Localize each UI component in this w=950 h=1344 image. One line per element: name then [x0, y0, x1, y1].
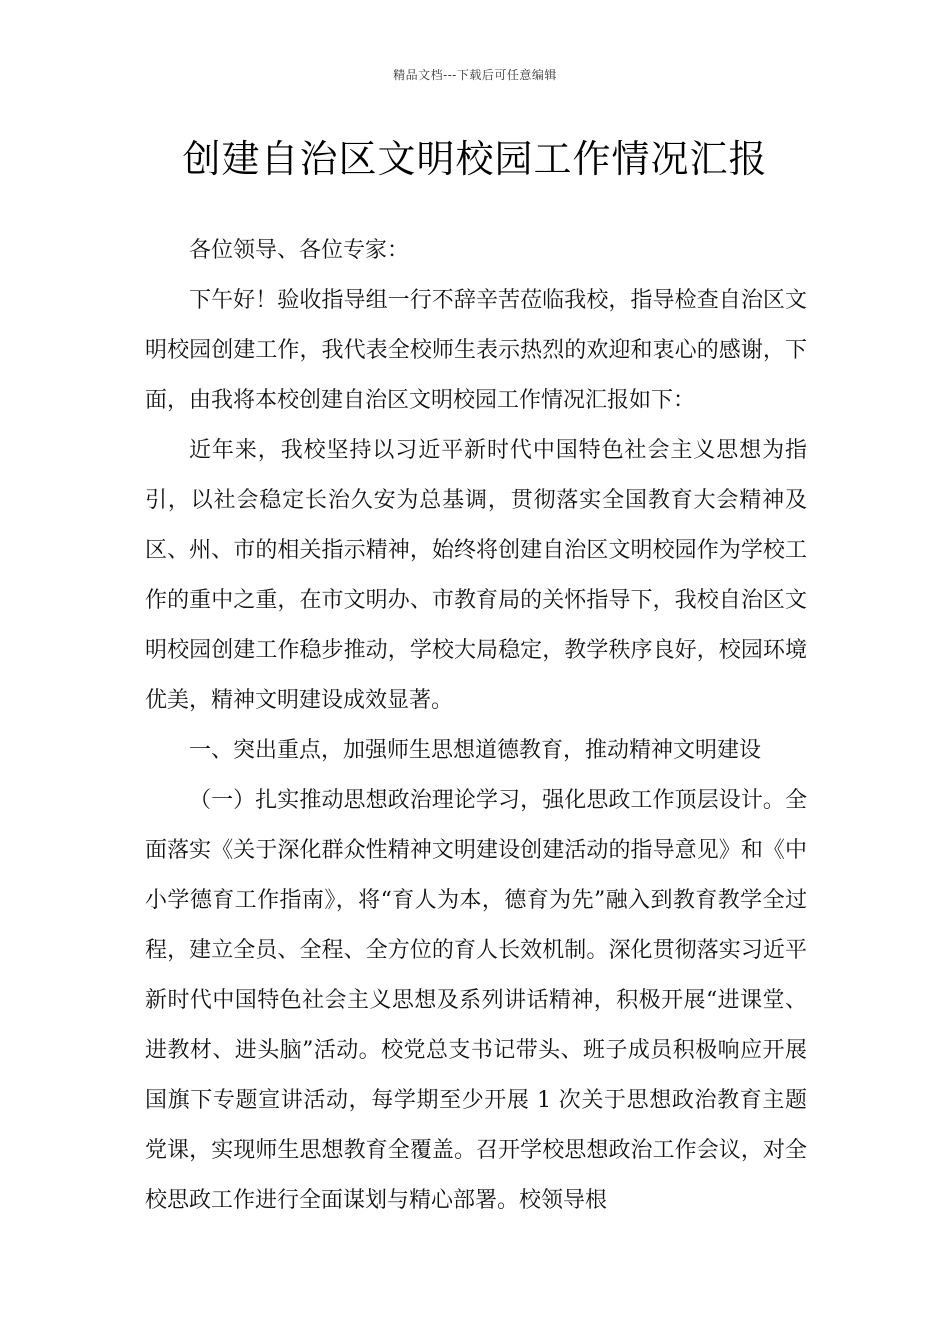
page-title: 创建自治区文明校园工作情况汇报: [182, 137, 768, 181]
paragraph-overview: 近年来，我校坚持以习近平新时代中国特色社会主义思想为指引，以社会稳定长治久安为总基调，贯彻落实全国教育大会精神及区、州、市的相关指示精神，始终将创建自治区文明校园作为学校工作的重中之重，在市文明办、市教育局的关怀指导下，我校自治区文明校园创建工作稳步推动，学校大局稳定，教学秩序良好，校园环境优美，精神文明建设成效显著。: [145, 438, 807, 713]
header-note: 精品文档---下载后可任意编辑: [393, 68, 557, 82]
paragraph-greeting: 下午好！验收指导组一行不辞辛苦莅临我校，指导检查自治区文明校园创建工作，我代表全校师生表示热烈的欢迎和衷心的感谢，下面，由我将本校创建自治区文明校园工作情况汇报如下：: [145, 288, 807, 413]
salutation: 各位领导、各位专家：: [189, 238, 410, 263]
section-heading-1: 一、突出重点，加强师生思想道德教育，推动精神文明建设: [189, 738, 762, 763]
document-body: [145, 226, 807, 1226]
paragraph-subsection-1: （一）扎实推动思想政治理论学习，强化思政工作顶层设计。全面落实《关于深化群众性精神文明建设创建活动的指导意见》和《中小学德育工作指南》，将“育人为本，德育为先”融入到教育教学全过程，建立全员、全程、全方位的育人长效机制。深化贯彻落实习近平新时代中国特色社会主义思想及系列讲话精神，积极开展“进课堂、进教材、进头脑”活动。校党总支书记带头、班子成员积极响应开展国旗下专题宣讲活动，每学期至少开展 1 次关于思想政治教育主题党课，实现师生思想教育全覆盖。召开学校思想政治工作会议，对全校思政工作进行全面谋划与精心部署。校领导根: [145, 788, 807, 1213]
